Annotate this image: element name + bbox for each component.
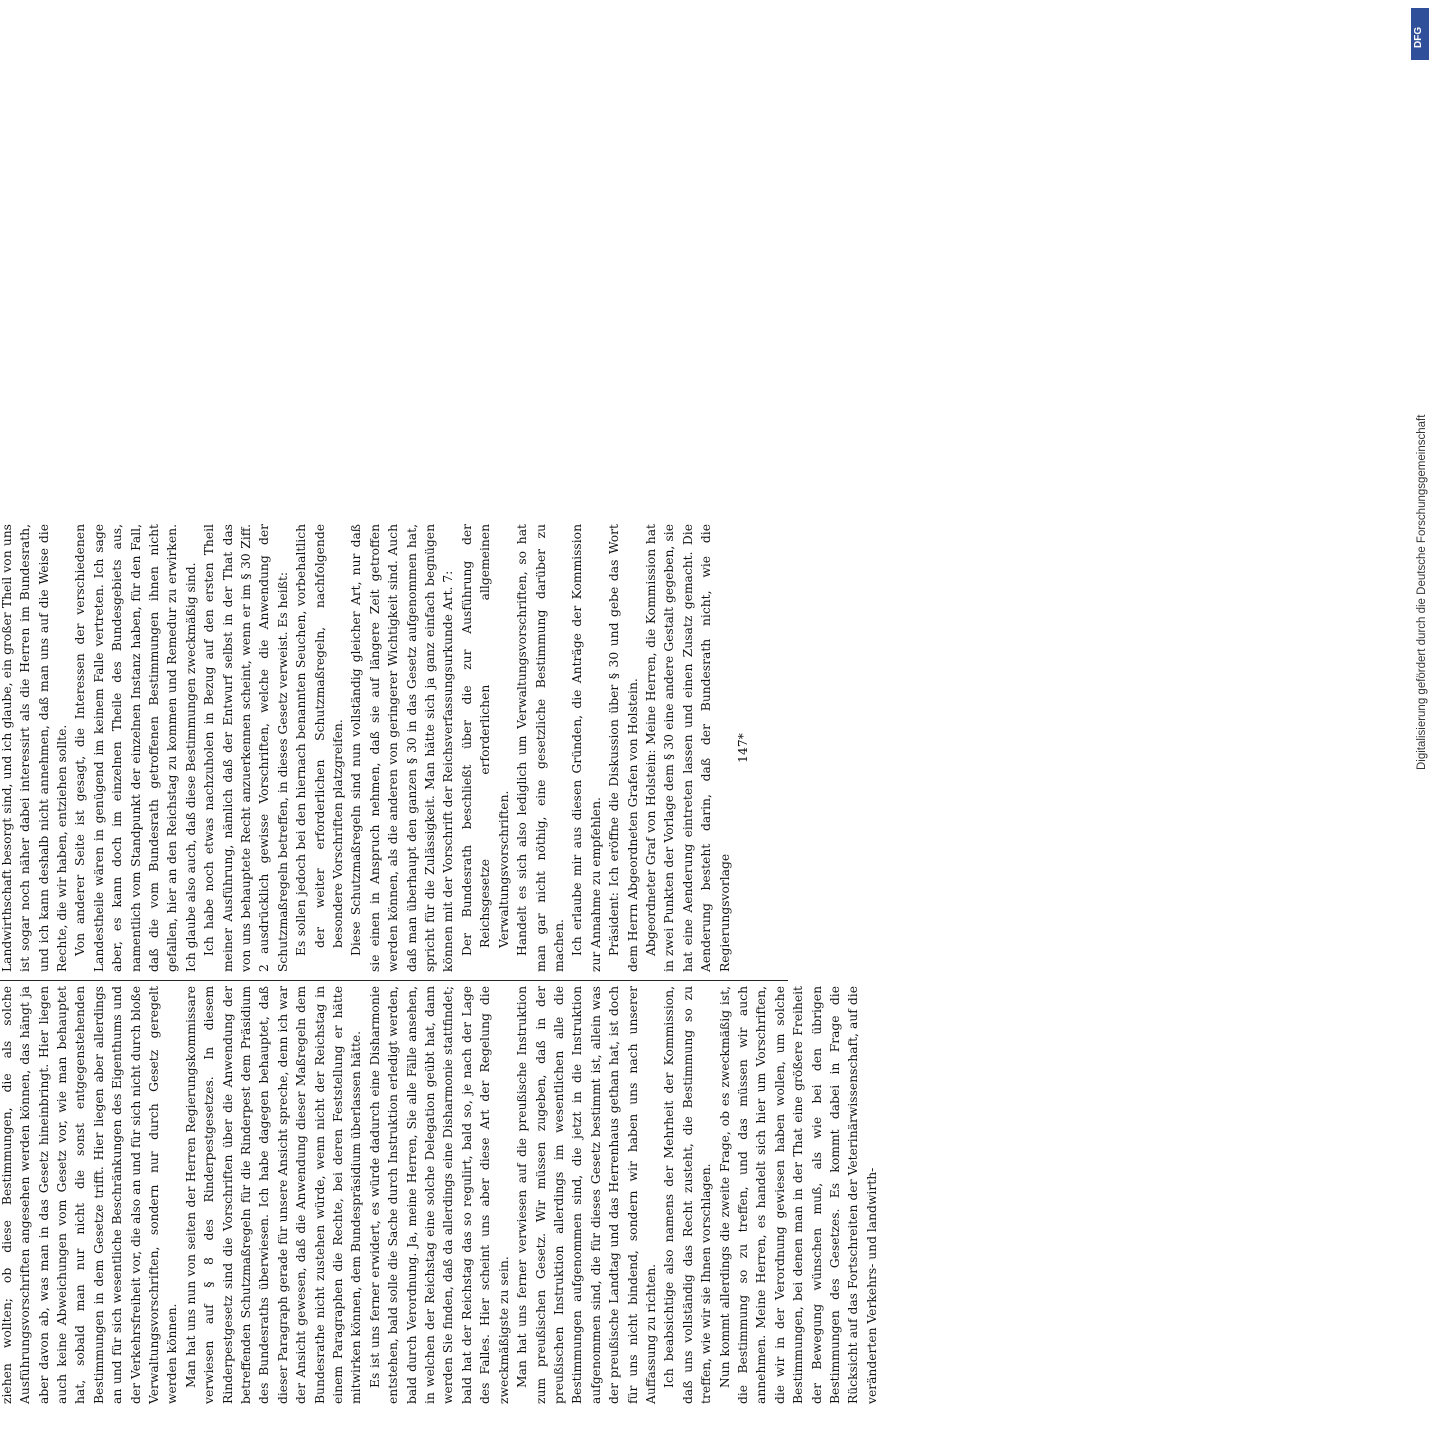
- rotated-print-page: [0, 432, 1000, 1432]
- paragraph: Man hat uns nun von seiten der Herren Regierungskommissare verwiesen auf § 8 des Rinderpestgesetzes. In diesem Rinderpestgesetz sind die Vorschriften über die Anwendung der betreffenden Schutzmaßregeln für die Rinderpest dem Präsidium des Bundesraths überwiesen. Ich habe dagegen behauptet, daß dieser Paragraph gerade für unsere Ansicht spreche, denn ich war der Ansicht gewesen, daß die Anwendung dieser Maßregeln dem Bundesrathe nicht zustehen würde, wenn nicht der Reichstag in einem Paragraphen die Rechte, bei deren Feststellung er hätte mitwirken können, dem Bundespräsidium überlassen hätte.: [183, 986, 364, 1404]
- text-column-left: [0, 986, 881, 1404]
- paragraph: Ich erlaube mir aus diesen Gründen, die Anträge der Kommission zur Annahme zu empfehlen.: [570, 524, 603, 972]
- paragraph: ziehen wollten; ob diese Bestimmungen, die als solche Ausführungsvorschriften angesehen werden können, das hängt ja aber davon ab, was man in das Gesetz hineinbringt. Hier liegen auch keine Abweichungen vom Gesetz vor, wie man behauptet hat, sobald man nur nicht die sonst entgegenstehenden Bestimmungen in dem Gesetze trifft. Hier liegen aber allerdings an und für sich wesentliche Beschränkungen des Eigenthums und der Verkehrsfreiheit vor, die also an und für sich nicht durch bloße Verwaltungsvorschriften, sondern nur durch Gesetz geregelt werden können.: [0, 986, 180, 1404]
- paragraph: Ich beabsichtige also namens der Mehrheit der Kommission, daß uns vollständig das Recht zusteht, die Bestimmung so zu treffen, wie wir sie Ihnen vorschlagen.: [662, 986, 714, 1404]
- quoted-paragraph: Es sollen jedoch bei den hiernach benannten Seuchen, vorbehaltlich der weiter erforderlichen Schutzmaßregeln, nachfolgende besondere Vorschriften platzgreifen.: [294, 524, 346, 956]
- signature-mark: 147*: [735, 733, 750, 763]
- paragraph: Abgeordneter Graf von Holstein: Meine Herren, die Kommission hat in zwei Punkten der Vorlage dem § 30 eine andere Gestalt gegeben, sie hat eine Aenderung eintreten lassen und einen Zusatz gemacht. Die Aenderung besteht darin, daß der Bundesrath nicht, wie die Regierungsvorlage: [643, 524, 732, 972]
- paragraph: Diese Schutzmaßregeln sind nun vollständig gleicher Art, nur daß sie einen in Anspruch nehmen, daß sie auf längere Zeit getroffen werden können, als die anderen von geringerer Wichtigkeit sind. Auch daß man überhaupt den ganzen § 30 in das Gesetz aufgenommen hat, spricht für die Zulässigkeit. Man hätte sich ja ganz einfach begnügen können mit der Vorschrift der Reichsverfassungsurkunde Art. 7:: [349, 524, 456, 972]
- text-column-right: [0, 524, 752, 972]
- paragraph: Es ist uns ferner erwidert, es würde dadurch eine Disharmonie entstehen, bald solle die Sache durch Instruktion erledigt werden, bald durch Verordnung. Ja, meine Herren, Sie alle Fälle ansehen, in welchen der Reichstag eine solche Delegation geübt hat, dann werden Sie finden, daß da allerdings eine Disharmonie stattfindet; bald hat der Reichstag das so regulirt, bald so, je nach der Lage des Falles. Hier scheint uns aber diese Art der Regelung die zweckmäßigste zu sein.: [367, 986, 511, 1404]
- side-imprint-text: Digitalisierung gefördert durch die Deutsche Forschungsgemeinschaft: [1416, 414, 1428, 770]
- paragraph: Von anderer Seite ist gesagt, die Interessen der verschiedenen Landestheile wären in genügend im keinem Falle vertreten. Ich sage aber, es kann doch im einzelnen Theile des Bundesgebiets aus, namentlich vom Standpunkt der einzelnen Instanz haben, für den Fall, daß die vom Bundesrath getroffenen Bestimmungen ihnen nicht gefallen, hier an den Reichstag zu kommen und Remedur zu erwirken. Ich glaube also auch, daß diese Bestimmungen zweckmäßig sind.: [73, 524, 198, 972]
- paragraph: Ich habe noch etwas nachzuholen in Bezug auf den ersten Theil meiner Ausführung, nämlich daß der Entwurf selbst in der That das von uns behauptete Recht anzuerkennen scheint, wenn er im § 30 Ziff. 2 ausdrücklich gewisse Vorschriften, welche die Anwendung der Schutzmaßregeln betreffen, in dieses Gesetz verweist. Es heißt:: [202, 524, 290, 972]
- paragraph: Landwirthschaft besorgt sind, und ich glaube, ein großer Theil von uns ist sogar noch näher dabei interessirt als die Herren im Bundesrath, und ich kann deshalb nicht annehmen, daß man uns auf die Weise die Rechte, die wir haben, entziehen sollte.: [0, 524, 69, 972]
- paragraph: Man hat uns ferner verwiesen auf die preußische Instruktion zum preußischen Gesetz. Wir müssen zugeben, daß in der preußischen Instruktion allerdings im wesentlichen alle die Bestimmungen aufgenommen sind, die jetzt in die Instruktion aufgenommen sind, die für dieses Gesetz bestimmt ist, allein was der preußische Landtag und das Herrenhaus gethan hat, ist doch für uns nicht bindend, sondern wir haben uns nach unserer Auffassung zu richten.: [515, 986, 658, 1404]
- quoted-paragraph: Der Bundesrath beschließt über die zur Ausführung der Reichsgesetze erforderlichen allgemeinen Verwaltungsvorschriften.: [459, 524, 511, 956]
- column-divider: [0, 980, 788, 981]
- paragraph: Handelt es sich also lediglich um Verwaltungsvorschriften, so hat man gar nicht nöthig, eine gesetzliche Bestimmung darüber zu machen.: [515, 524, 566, 972]
- paragraph: Präsident: Ich eröffne die Diskussion über § 30 und gebe das Wort dem Herrn Abgeordneten Grafen von Holstein.: [607, 524, 640, 972]
- paragraph: Nun kommt allerdings die zweite Frage, ob es zweckmäßig ist, die Bestimmung so zu treffen, und das müssen wir auch annehmen. Meine Herren, es handelt sich hier um Vorschriften, die wir in der Verordnung gewiesen haben wollen, um solche Bestimmungen, bei denen man in der That eine größere Freiheit der Bewegung wünschen muß, als wie bei den übrigen Bestimmungen des Gesetzes. Es kommt dabei in Frage die Rücksicht auf das Fortschreiten der Veterinärwissenschaft, auf die veränderten Verkehrs- und landwirth-: [717, 986, 879, 1404]
- dfg-logo: DFG: [1411, 8, 1429, 60]
